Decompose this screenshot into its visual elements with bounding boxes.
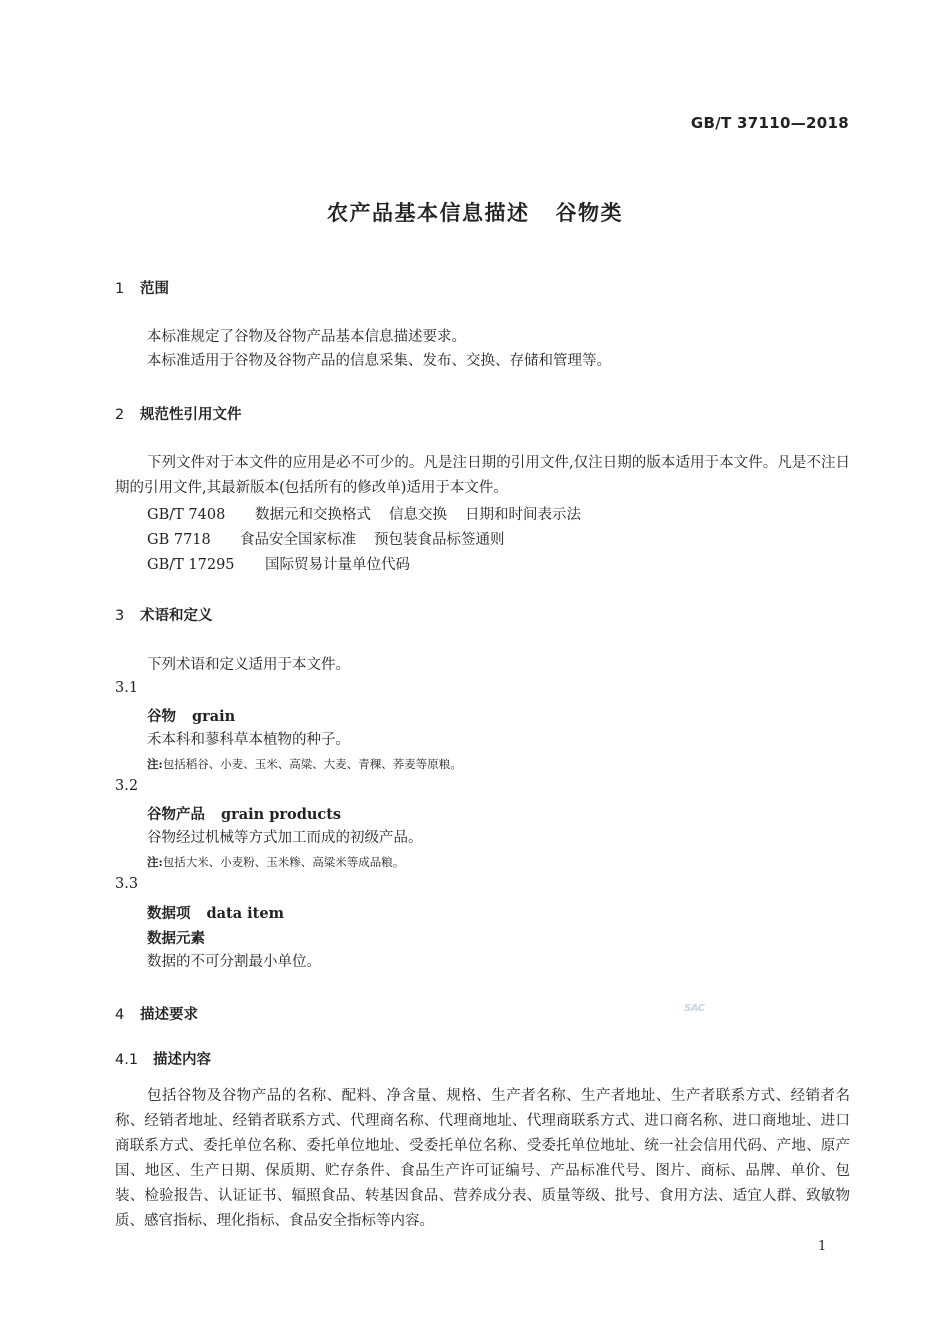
- title-part2: 谷物类: [555, 201, 623, 225]
- note-text: 包括大米、小麦粉、玉米糁、高粱米等成品粮。: [162, 855, 405, 869]
- reference-code: GB/T 7408: [147, 507, 226, 523]
- page-title: [0, 197, 950, 227]
- section-title: 术语和定义: [140, 608, 213, 624]
- section-3-heading: [115, 604, 213, 625]
- reference-title: 日期和时间表示法: [465, 507, 581, 523]
- note-label: 注:: [147, 757, 163, 771]
- term-en: grain: [192, 708, 236, 725]
- section-title: 规范性引用文件: [140, 407, 242, 423]
- note-label: 注:: [147, 855, 163, 869]
- term-heading: [147, 902, 284, 923]
- section-title: 描述要求: [140, 1007, 198, 1023]
- term-note: [147, 756, 462, 772]
- section-4-heading: [115, 1003, 198, 1024]
- section-1-heading: [115, 277, 169, 298]
- note-text: 包括稻谷、小麦、玉米、高粱、大麦、青稞、荞麦等原粮。: [162, 757, 462, 771]
- refs-intro: 下列文件对于本文件的应用是必不可少的。凡是注日期的引用文件,仅注日期的版本适用于本文件。凡是不注日期的引用文件,其最新版本(包括所有的修改单)适用于本文件。: [115, 455, 850, 496]
- term-cn: 谷物: [147, 708, 176, 725]
- reference-item: [147, 528, 505, 549]
- subsection-number: 4.1: [115, 1052, 139, 1068]
- section-number: 1: [115, 281, 125, 297]
- term-definition: 谷物经过机械等方式加工而成的初级产品。: [147, 830, 423, 846]
- paragraph: 本标准适用于谷物及谷物产品的信息采集、发布、交换、存储和管理等。: [147, 353, 611, 369]
- reference-code: GB 7718: [147, 532, 211, 548]
- term-cn: 谷物产品: [147, 806, 205, 823]
- sac-watermark: SAC: [684, 1003, 705, 1014]
- subsection-4-1-heading: [115, 1048, 211, 1069]
- reference-item: [147, 503, 581, 524]
- term-cn: 数据项: [147, 905, 191, 922]
- term-alt: 数据元素: [147, 930, 205, 947]
- section-number: 4: [115, 1007, 125, 1023]
- reference-title: 信息交换: [389, 507, 447, 523]
- term-heading: [147, 705, 235, 726]
- term-definition: 禾本科和蓼科草本植物的种子。: [147, 732, 350, 748]
- term-note: [147, 854, 404, 870]
- title-part1: 农产品基本信息描述: [327, 201, 530, 225]
- term-number: 3.2: [115, 778, 139, 794]
- page-number: 1: [818, 1239, 827, 1254]
- paragraph: 本标准规定了谷物及谷物产品基本信息描述要求。: [147, 329, 466, 345]
- section-2-heading: [115, 403, 242, 424]
- term-en: data item: [206, 905, 284, 922]
- term-number: 3.3: [115, 876, 139, 892]
- term-heading: [147, 803, 341, 824]
- reference-title: 预包装食品标签通则: [374, 532, 505, 548]
- reference-code: GB/T 17295: [147, 557, 235, 573]
- description-paragraph: 包括谷物及谷物产品的名称、配料、净含量、规格、生产者名称、生产者地址、生产者联系方式、经销者名称、经销者地址、经销者联系方式、代理商名称、代理商地址、代理商联系方式、进口商名称、进口商地址、进口商联系方式、委托单位名称、委托单位地址、受委托单位名称、受委托单位地址、统一社会信用代码、产地、原产国、地区、生产日期、保质期、贮存条件、食品生产许可证编号、产品标准代号、图片、商标、品牌、单价、包装、检验报告、认证证书、辐照食品、转基因食品、营养成分表、质量等级、批号、食用方法、适宜人群、致敏物质、感官指标、理化指标、食品安全指标等内容。: [115, 1088, 850, 1229]
- reference-title: 国际贸易计量单位代码: [265, 557, 410, 573]
- standard-code: GB/T 37110—2018: [690, 114, 849, 132]
- section-number: 3: [115, 608, 125, 624]
- paragraph: 下列术语和定义适用于本文件。: [147, 657, 350, 673]
- section-title: 范围: [140, 281, 169, 297]
- term-definition: 数据的不可分割最小单位。: [147, 954, 321, 970]
- term-en: grain products: [221, 806, 342, 823]
- subsection-title: 描述内容: [153, 1052, 211, 1068]
- term-number: 3.1: [115, 680, 139, 696]
- reference-title: 数据元和交换格式: [255, 507, 371, 523]
- section-number: 2: [115, 407, 125, 423]
- reference-item: [147, 553, 410, 574]
- reference-title: 食品安全国家标准: [240, 532, 356, 548]
